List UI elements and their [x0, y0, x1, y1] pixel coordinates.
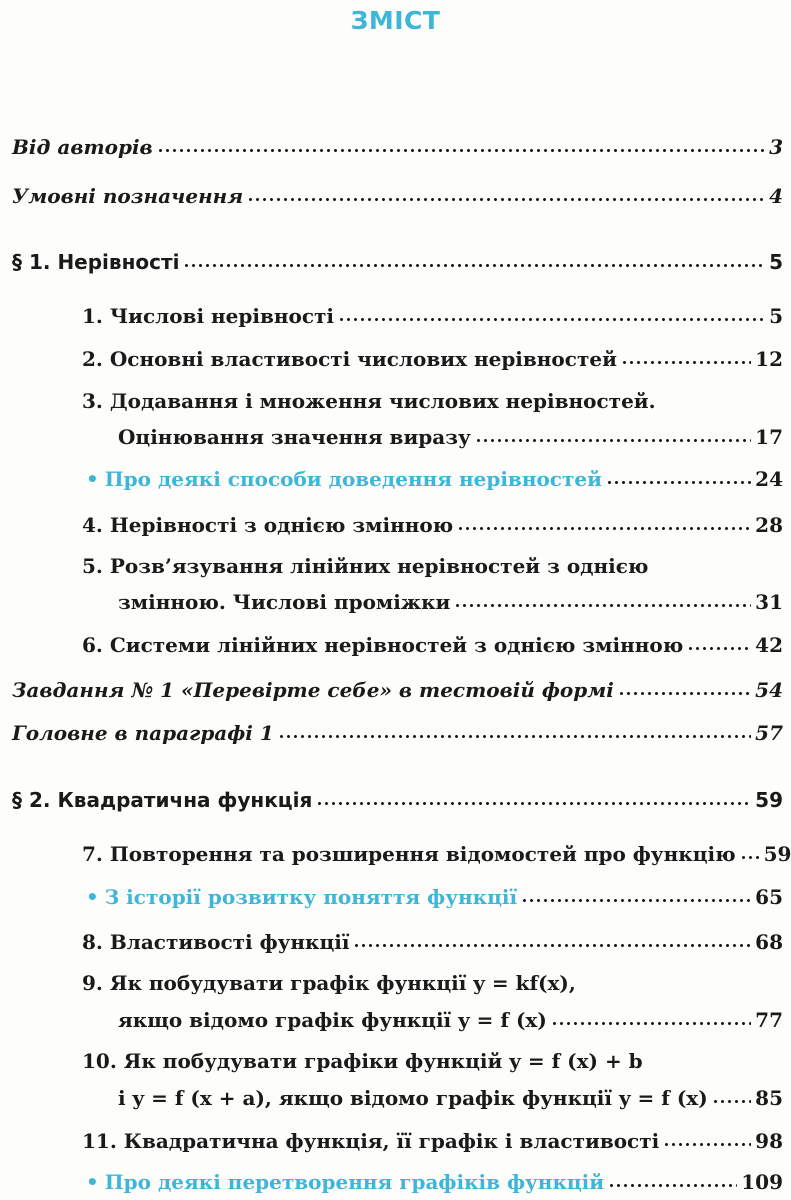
toc-entry-10-line1: 10. Як побудувати графіки функцій y = f (x) + b	[82, 1049, 643, 1073]
toc-entry-extra-proofs[interactable]	[86, 464, 783, 492]
toc-label: 1. Числові нерівності	[82, 304, 335, 328]
toc-label: 6. Системи лінійних нерівностей з однією змінною	[82, 633, 684, 657]
toc-entry-test-1[interactable]	[12, 675, 783, 703]
toc-entry-9[interactable]	[118, 1005, 783, 1033]
toc-entry-1[interactable]	[82, 301, 783, 329]
toc-entry-authors[interactable]	[12, 132, 783, 160]
toc-entry-5[interactable]	[118, 587, 783, 615]
toc-entry-3-line1: 3. Додавання і множення числових нерівностей.	[82, 389, 656, 413]
toc-entry-extra-history[interactable]	[86, 882, 783, 910]
leader-dots	[663, 1126, 751, 1148]
toc-entry-9-line1: 9. Як побудувати графік функції y = kf(x),	[82, 971, 576, 995]
toc-page-number: 17	[755, 425, 783, 449]
toc-label: 7. Повторення та розширення відомостей про функцію	[82, 842, 736, 866]
toc-label: 11. Квадратична функція, її графік і властивості	[82, 1129, 660, 1153]
leader-dots	[454, 587, 751, 609]
toc-page-number: 98	[755, 1129, 783, 1153]
toc-page-number: 109	[741, 1170, 783, 1194]
toc-label: 2. Основні властивості числових нерівностей	[82, 347, 617, 371]
toc-entry-8[interactable]	[82, 927, 783, 955]
leader-dots	[316, 785, 751, 807]
toc-label	[86, 466, 602, 492]
leader-dots	[338, 301, 765, 323]
toc-label: Завдання № 1 «Перевірте себе» в тестовій формі	[12, 678, 614, 702]
page-title: ЗМІСТ	[350, 6, 441, 35]
toc-label: і y = f (x + a), якщо відомо графік функції y = f (x)	[118, 1086, 708, 1110]
toc-label: 4. Нерівності з однією змінною	[82, 513, 454, 537]
toc-label-text: Про деякі способи доведення нерівностей	[104, 467, 602, 491]
toc-page-number: 68	[755, 930, 783, 954]
leader-dots	[618, 675, 751, 697]
toc-page-number: 4	[769, 184, 783, 208]
toc-page-number: 85	[755, 1086, 783, 1110]
toc-label: § 1. Нерівності	[12, 250, 180, 274]
toc-page-number: 59	[755, 788, 783, 812]
leader-dots	[278, 718, 751, 740]
toc-label: якщо відомо графік функції y = f (x)	[118, 1008, 547, 1032]
toc-page-number: 57	[755, 721, 783, 745]
toc-label: Головне в параграфі 1	[12, 721, 274, 745]
toc-page-number: 65	[755, 885, 783, 909]
toc-entry-section-2[interactable]	[12, 785, 783, 813]
toc-entry-section-1[interactable]	[12, 247, 783, 275]
toc-page-number: 28	[755, 513, 783, 537]
toc-label: змінною. Числові проміжки	[118, 590, 451, 614]
toc-entry-summary-1[interactable]	[12, 718, 783, 746]
leader-dots	[521, 882, 751, 904]
leader-dots	[608, 1167, 737, 1189]
leader-dots	[457, 510, 751, 532]
toc-label-text: Про деякі перетворення графіків функцій	[104, 1170, 605, 1194]
toc-entry-extra-transformations[interactable]	[86, 1167, 783, 1195]
bullet-icon: •	[86, 467, 99, 491]
toc-label	[86, 1169, 604, 1195]
leader-dots	[551, 1005, 751, 1027]
toc-entry-5-line1: 5. Розв’язування лінійних нерівностей з однією	[82, 554, 649, 578]
toc-page-number: 3	[769, 135, 783, 159]
toc-entry-4[interactable]	[82, 510, 783, 538]
toc-page-number: 12	[755, 347, 783, 371]
toc-entry-6[interactable]	[82, 630, 783, 658]
toc-page-number: 24	[755, 467, 783, 491]
toc-label: Оцінювання значення виразу	[118, 425, 471, 449]
toc-page-number: 77	[755, 1008, 783, 1032]
leader-dots	[157, 132, 765, 154]
toc-page-number: 42	[755, 633, 783, 657]
leader-dots	[606, 464, 751, 486]
toc-label	[86, 884, 517, 910]
toc-label: Від авторів	[12, 135, 153, 159]
toc-page-number: 5	[769, 250, 783, 274]
toc-page-number: 54	[755, 678, 783, 702]
bullet-icon: •	[86, 1170, 99, 1194]
toc-entry-10[interactable]	[118, 1083, 783, 1111]
toc-entry-7[interactable]	[82, 839, 791, 867]
toc-entry-11[interactable]	[82, 1126, 783, 1154]
toc-page-number: 31	[755, 590, 783, 614]
leader-dots	[740, 839, 760, 861]
toc-label: § 2. Квадратична функція	[12, 788, 313, 812]
leader-dots	[475, 422, 751, 444]
leader-dots	[687, 630, 751, 652]
bullet-icon: •	[86, 885, 99, 909]
toc-entry-3[interactable]	[118, 422, 783, 450]
leader-dots	[353, 927, 751, 949]
toc-label: 8. Властивості функції	[82, 930, 350, 954]
leader-dots	[183, 247, 765, 269]
toc-entry-2[interactable]	[82, 344, 783, 372]
toc-page-number: 5	[769, 304, 783, 328]
leader-dots	[712, 1083, 751, 1105]
toc-label: Умовні позначення	[12, 184, 244, 208]
leader-dots	[247, 181, 765, 203]
toc-page-number: 59	[763, 842, 791, 866]
toc-entry-notation[interactable]	[12, 181, 783, 209]
leader-dots	[621, 344, 751, 366]
toc-label-text: З історії розвитку поняття функції	[104, 885, 518, 909]
